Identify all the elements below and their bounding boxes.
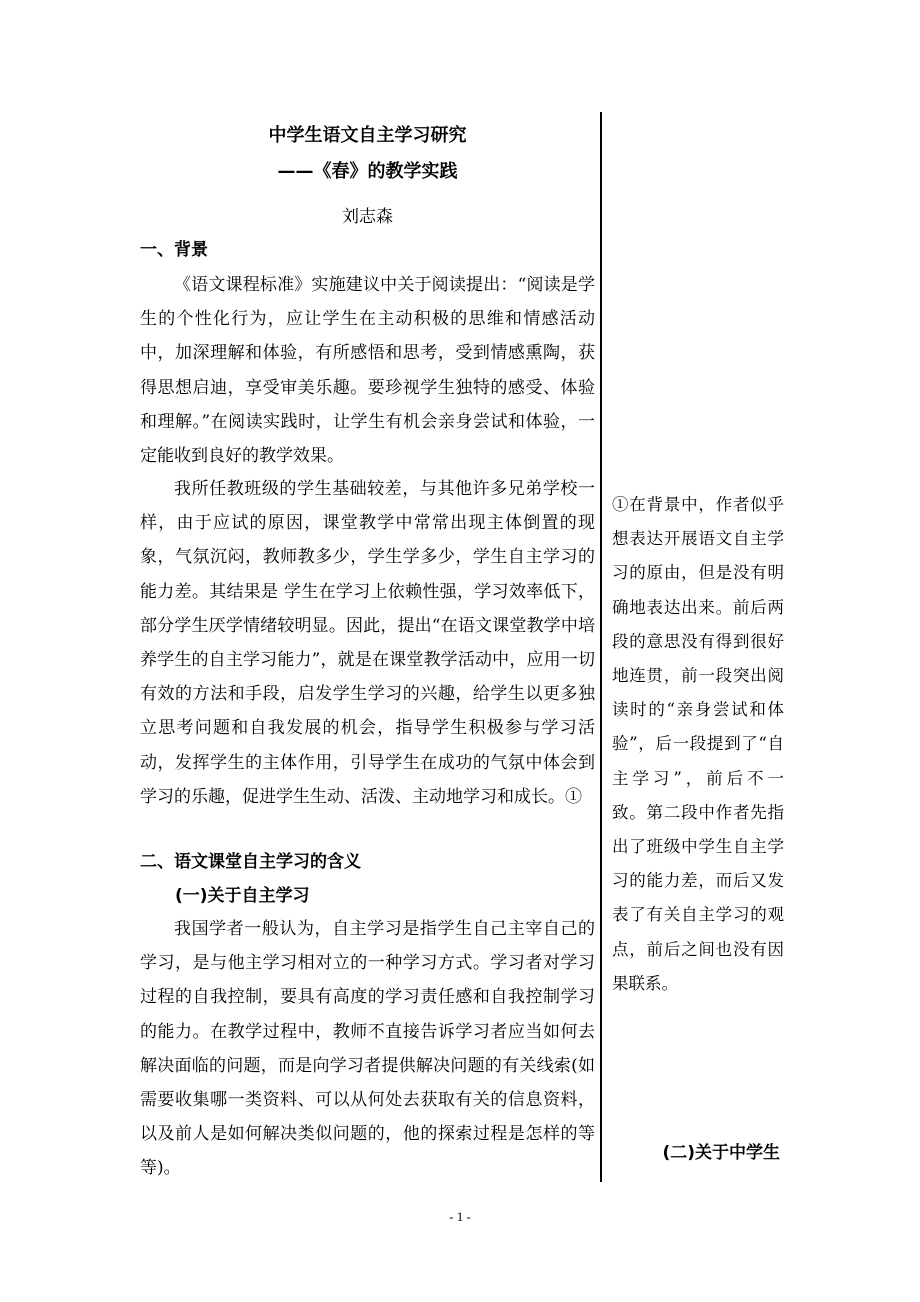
author-name: 刘志森	[342, 207, 393, 227]
section-heading-meaning: 二、语文课堂自主学习的含义	[140, 852, 361, 872]
margin-divider-line	[600, 112, 602, 1182]
section-heading-background: 一、背景	[140, 240, 208, 260]
subsection-heading-self-learning: (一)关于自主学习	[175, 886, 310, 906]
document-subtitle: ——《春》的教学实践	[277, 161, 458, 182]
paragraph-self-learning: 我国学者一般认为，自主学习是指学生自己主宰自己的学习，是与他主学习相对立的一种学习方式。学习者对学习过程的自我控制，要具有高度的学习责任感和自我控制学习的能力。在教学过程中，教师不直接告诉学习者应当如何去解决面临的问题，而是向学习者提供解决问题的有关线索(如需要收集哪一类资料、可以从何处去获取有关的信息资料，以及前人是如何解决类似问题的，他的探索过程是怎样的等等)。	[140, 919, 595, 1179]
page-number: - 1 -	[449, 1209, 471, 1224]
paragraph-background-1: 《语文课程标准》实施建议中关于阅读提出：“阅读是学生的个性化行为，应让学生在主动积极的思维和情感活动中，加深理解和体验，有所感悟和思考，受到情感熏陶，获得思想启迪，享受审美乐趣。要珍视学生独特的感受、体验和理解。”在阅读实践时，让学生有机会亲身尝试和体验，一定能收到良好的教学效果。	[140, 275, 595, 467]
paragraph-background-2: 我所任教班级的学生基础较差，与其他许多兄弟学校一样，由于应试的原因，课堂教学中常常出现主体倒置的现象，气氛沉闷，教师教多少，学生学多少，学生自主学习的能力差。其结果是 学生在学习上依赖性强，学习效率低下，部分学生厌学情绪较明显。因此，提出“在语文课堂教学中培养学生的自主学习能力”，就是在课堂教学活动中，应用一切有效的方法和手段，启发学生学习的兴趣，给学生以更多独立思考问题和自我发展的机会，指导学生积极参与学习活动，发挥学生的主体作用，引导学生在成功的气氛中体会到学习的乐趣，促进学生生动、活泼、主动地学习和成长。①	[140, 479, 595, 807]
document-title: 中学生语文自主学习研究	[268, 125, 467, 146]
margin-subsection-heading: (二)关于中学生	[662, 1143, 780, 1163]
margin-comment: ①在背景中，作者似乎想表达开展语文自主学习的原由，但是没有明确地表达出来。前后两段的意思没有得到很好地连贯，前一段突出阅读时的“亲身尝试和体验”，后一段提到了“自主学习”，前后不一致。第二段中作者先指出了班级中学生自主学习的能力差，而后又发表了有关自主学习的观点，前后之间也没有因果联系。	[612, 495, 784, 993]
